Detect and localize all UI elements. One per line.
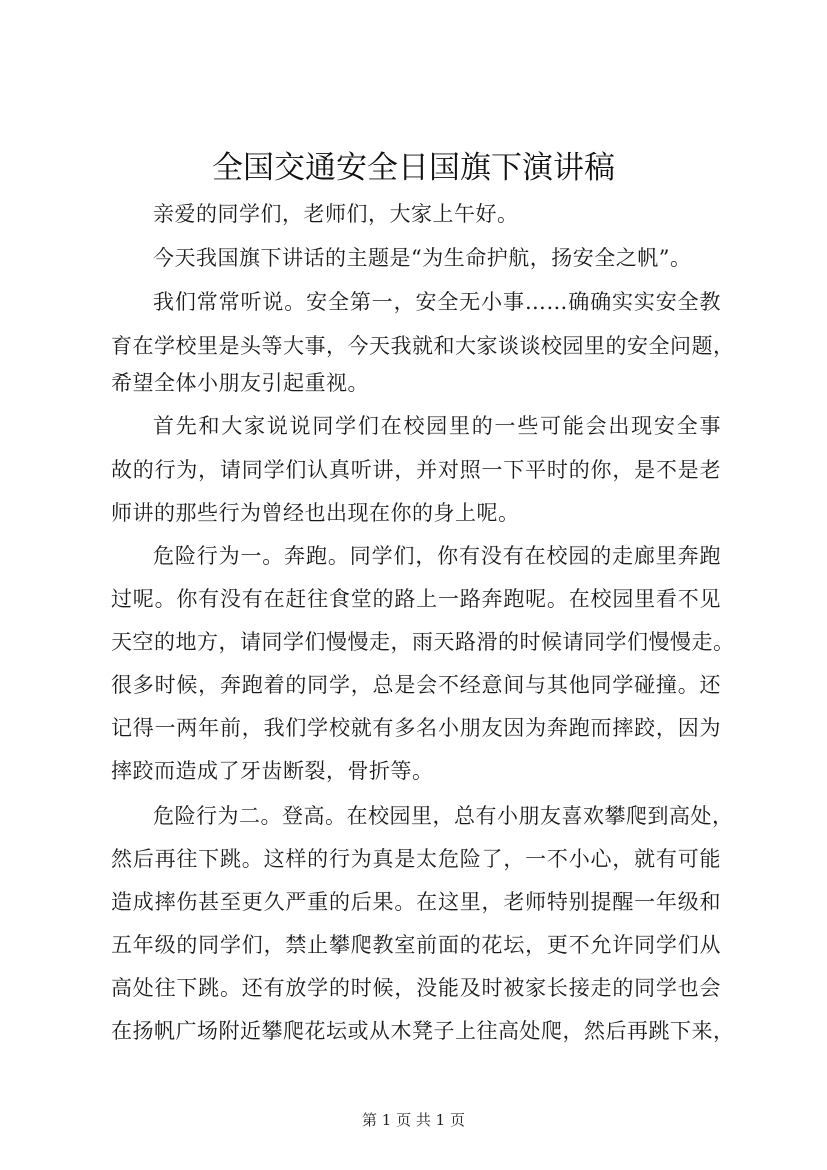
body-line: 高处往下跳。还有放学的时候，没能及时被家长接走的同学也会 (111, 976, 721, 1000)
body-line: 我们常常听说。安全第一，安全无小事……确确实实安全教 (153, 290, 721, 314)
page-number-footer: 第 1 页 共 1 页 (362, 1111, 465, 1129)
body-line: 在扬帆广场附近攀爬花坛或从木凳子上往高处爬，然后再跳下来， (111, 1019, 735, 1043)
body-line: 育在学校里是头等大事，今天我就和大家谈谈校园里的安全问题， (111, 334, 735, 358)
body-line: 摔跤而造成了牙齿断裂，骨折等。 (111, 759, 434, 783)
body-line: 然后再往下跳。这样的行为真是太危险了，一不小心，就有可能 (111, 847, 721, 871)
body-line: 造成摔伤甚至更久严重的后果。在这里，老师特别提醒一年级和 (111, 890, 721, 914)
body-line: 很多时候，奔跑着的同学，总是会不经意间与其他同学碰撞。还 (111, 673, 721, 697)
body-line: 希望全体小朋友引起重视。 (111, 371, 369, 395)
body-line: 故的行为，请同学们认真听讲，并对照一下平时的你，是不是老 (111, 458, 721, 482)
body-line: 记得一两年前，我们学校就有多名小朋友因为奔跑而摔跤，因为 (111, 716, 721, 740)
body-line: 亲爱的同学们，老师们，大家上午好。 (153, 202, 519, 226)
body-line: 天空的地方，请同学们慢慢走，雨天路滑的时候请同学们慢慢走。 (111, 630, 735, 654)
body-line: 师讲的那些行为曾经也出现在你的身上呢。 (111, 501, 520, 525)
body-line: 五年级的同学们，禁止攀爬教室前面的花坛，更不允许同学们从 (111, 933, 721, 957)
body-line: 危险行为二。登高。在校园里，总有小朋友喜欢攀爬到高处， (153, 804, 734, 828)
body-line: 过呢。你有没有在赶往食堂的路上一路奔跑呢。在校园里看不见 (111, 587, 721, 611)
body-line: 危险行为一。奔跑。同学们，你有没有在校园的走廊里奔跑 (153, 544, 721, 568)
body-line: 首先和大家说说同学们在校园里的一些可能会出现安全事 (153, 414, 721, 438)
body-line: 今天我国旗下讲话的主题是“为生命护航，扬安全之帆”。 (153, 246, 692, 270)
document-title: 全国交通安全日国旗下演讲稿 (212, 150, 615, 186)
